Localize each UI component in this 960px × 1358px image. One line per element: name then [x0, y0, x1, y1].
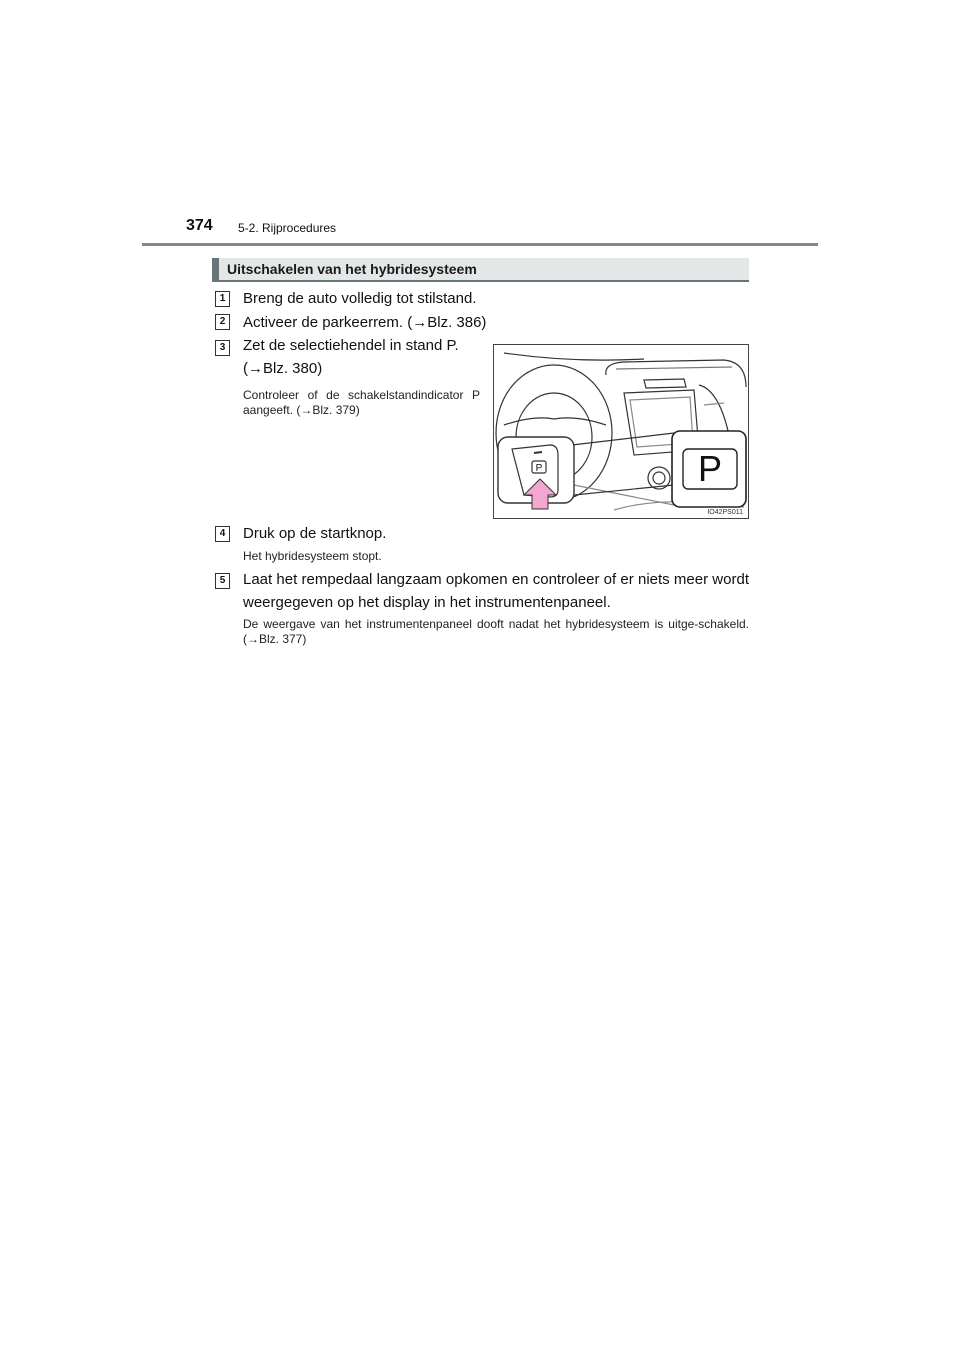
button-p-label: P — [535, 463, 543, 474]
page-number: 374 — [186, 217, 213, 234]
step-1-text: Breng de auto volledig tot stilstand. — [243, 290, 477, 307]
step-number-2: 2 — [215, 314, 230, 330]
step-4-text: Druk op de startknop. — [243, 525, 387, 542]
step-5-note: De weergave van het instrumentenpaneel dooft nadat het hybridesysteem is uitge-schakeld. (→Blz. 377) — [243, 617, 749, 646]
dashboard-illustration — [494, 345, 749, 519]
section-reference: 5-2. Rijprocedures — [238, 221, 337, 235]
figure-code: IO42PS011 — [707, 509, 743, 516]
large-p-label: P — [697, 448, 723, 489]
step-number-4: 4 — [215, 526, 230, 542]
step-3-text-line1: Zet de selectiehendel in stand P. — [243, 337, 459, 354]
shift-indicator-figure — [493, 344, 749, 519]
step-5-text: Laat het rempedaal langzaam opkomen en controleer of er niets meer wordt weergegeven op het display in het instrumentenpaneel. — [243, 571, 749, 611]
step-3-note: Controleer of de schakelstandindicator P aangeeft. (→Blz. 379) — [243, 388, 480, 417]
step-4-note: Het hybridesysteem stopt. — [243, 549, 382, 563]
section-heading-bar — [212, 258, 749, 282]
step-3-text-line2: (→Blz. 380) — [243, 360, 323, 377]
step-number-1: 1 — [215, 291, 230, 307]
header-rule — [142, 243, 818, 246]
section-heading: Uitschakelen van het hybridesysteem — [227, 261, 477, 277]
step-number-5: 5 — [215, 573, 230, 589]
step-number-3: 3 — [215, 340, 230, 356]
step-2-text: Activeer de parkeerrem. (→Blz. 386) — [243, 314, 487, 331]
